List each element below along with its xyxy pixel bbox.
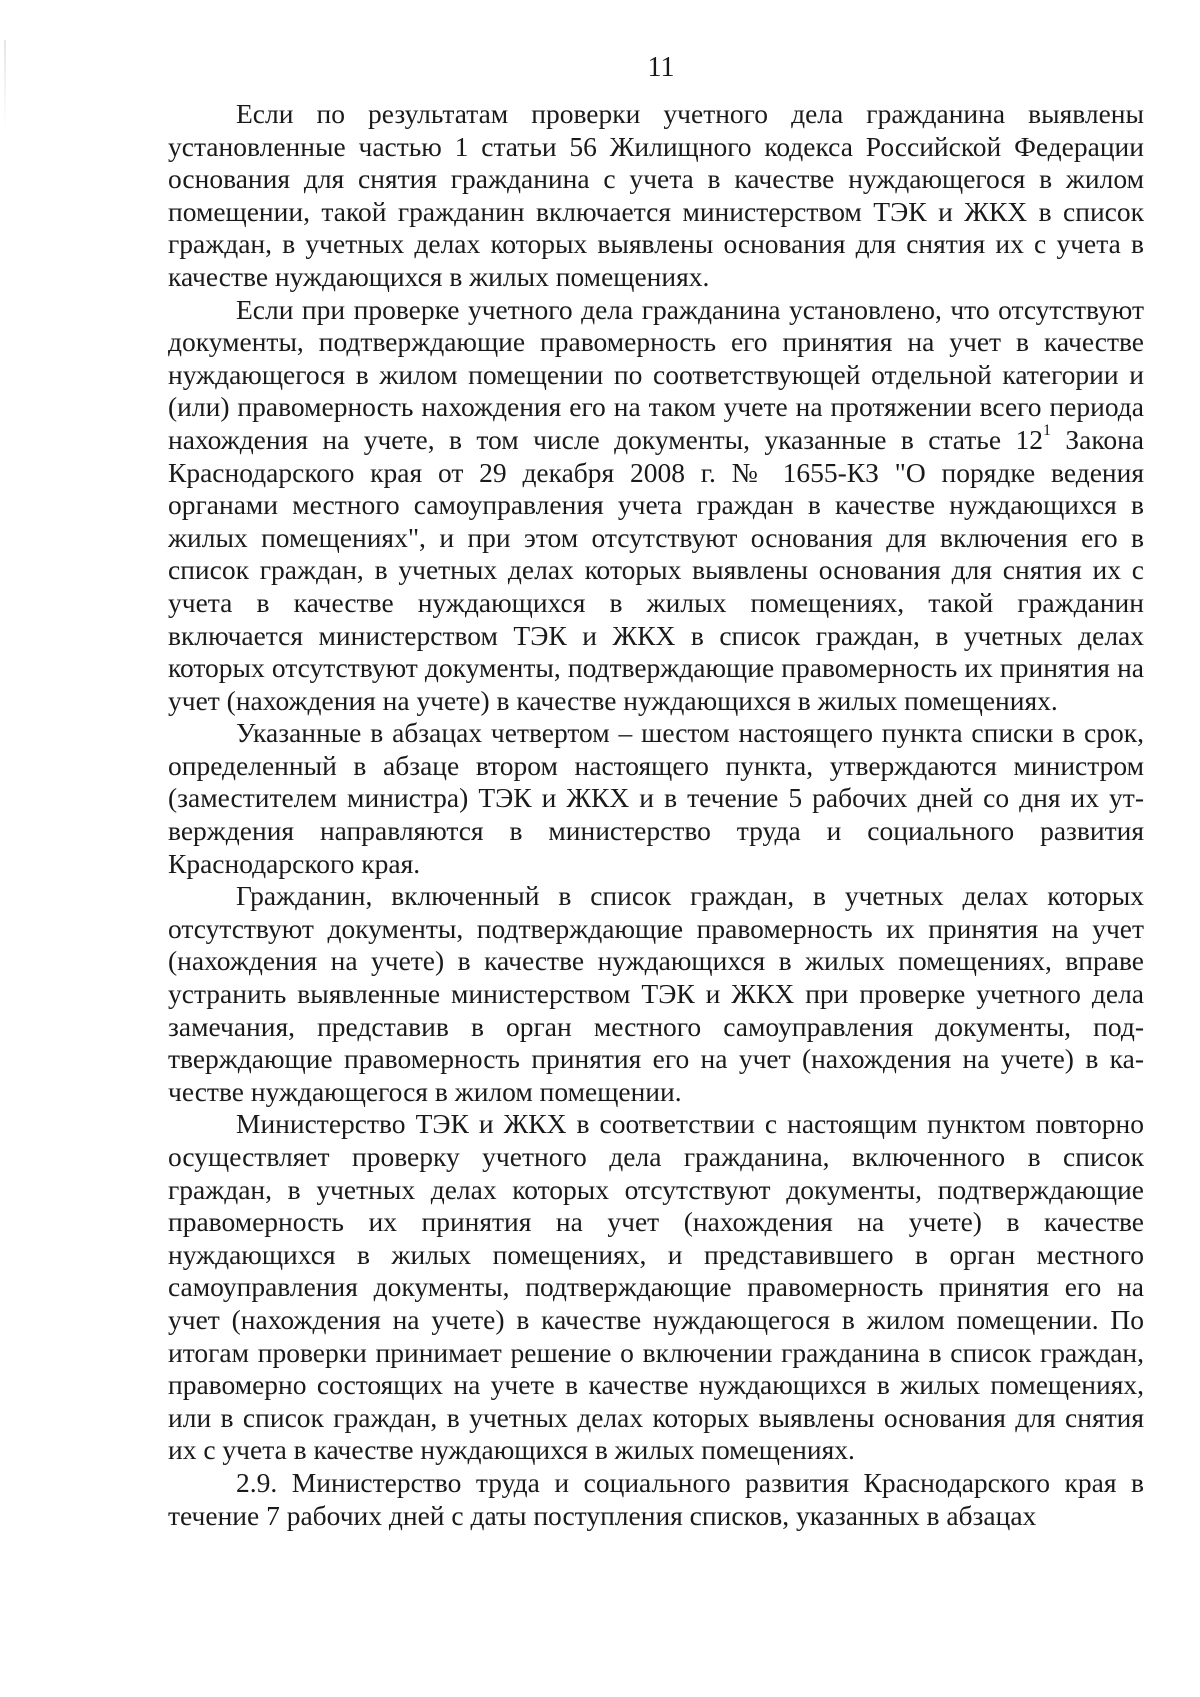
paragraph-2 <box>168 294 1144 718</box>
page-number: 11 <box>647 52 675 83</box>
paragraph-2-text-before: Если при проверке учетного дела гражданина установлено, что отсутствуют документы, подтверждающие правомерность его принятия на учет в качестве нуждающегося в жилом помещении по соответствующей отдельной категории и (или) правомерность нахождения его на таком учете на протяжении всего периода нахождения на учете, в том числе документы, указанные в статье 12 <box>168 293 1144 455</box>
document-page <box>168 48 1144 1532</box>
paragraph-1: Если по результатам проверки учетного дела гражданина выявлены установленные частью 1 статьи 56 Жилищного кодекса Российской Федерации основания для снятия гражданина с учета в качестве нуждающегося в жилом помещении, такой гражданин включается министерством ТЭК и ЖКХ в список граждан, в учетных делах которых выявлены основания для снятия их с учета в качестве нуждающихся в жилых помещениях. <box>168 98 1144 292</box>
article-superscript: 1 <box>1042 421 1051 439</box>
paragraph-2-text-after: Закона Краснодарского края от 29 декабря 2008 г. № 1655-КЗ "О порядке ведения органами местного самоуправления учета граждан в качестве нуждающихся в жилых помещениях", и при этом отсутствуют основания для включения его в список граждан, в учетных делах которых выявлены основания для снятия их с учета в качестве нуждающихся в жилых помещениях, такой гражданин включается министерством ТЭК и ЖКХ в список граждан, в учетных делах которых отсутствуют документы, подтверждающие правомерность их принятия на учет (нахождения на учете) в качестве нуждающихся в жилых помещениях. <box>168 423 1144 716</box>
paragraph-3: Указанные в абзацах четвертом – шестом настоящего пункта списки в срок, определенный в абзаце втором настоящего пункта, утверждаются министром (заместителем министра) ТЭК и ЖКХ и в течение 5 рабочих дней со дня их утверждения направляются в министерство труда и социального развития Краснодарского края. <box>168 717 1144 879</box>
paragraph-6: 2.9. Министерство труда и социального развития Краснодарского края в течение 7 рабочих дней с даты поступления списков, указанных в абзацах <box>168 1466 1144 1531</box>
paragraph-4: Гражданин, включенный в список граждан, в учетных делах которых отсутствуют документы, подтверждающие правомерность их принятия на учет (нахождения на учете) в качестве нуждающихся в жилых помещениях, вправе устранить выявленные министерством ТЭК и ЖКХ при проверке учетного дела замечания, представив в орган местного самоуправления документы, подтверждающие правомерность принятия его на учет (нахождения на учете) в качестве нуждающегося в жилом помещении. <box>168 880 1144 1107</box>
scan-edge-mark <box>4 40 6 130</box>
paragraph-5: Министерство ТЭК и ЖКХ в соответствии с настоящим пунктом повторно осуществляет проверку учетного дела гражданина, включенного в список граждан, в учетных делах которых отсутствуют документы, подтверждающие правомерность их принятия на учет (нахождения на учете) в качестве нуждающихся в жилых помещениях, и представившего в орган местного самоуправления документы, подтверждающие правомерность принятия его на учет (нахождения на учете) в качестве нуждающегося в жилом помещении. По итогам проверки принимает решение о включении гражданина в список граждан, правомерно состоящих на учете в качестве нуждающихся в жилых помещениях, или в список граждан, в учетных делах которых выявлены основания для снятия их с учета в качестве нуждающихся в жилых помещениях. <box>168 1108 1144 1466</box>
